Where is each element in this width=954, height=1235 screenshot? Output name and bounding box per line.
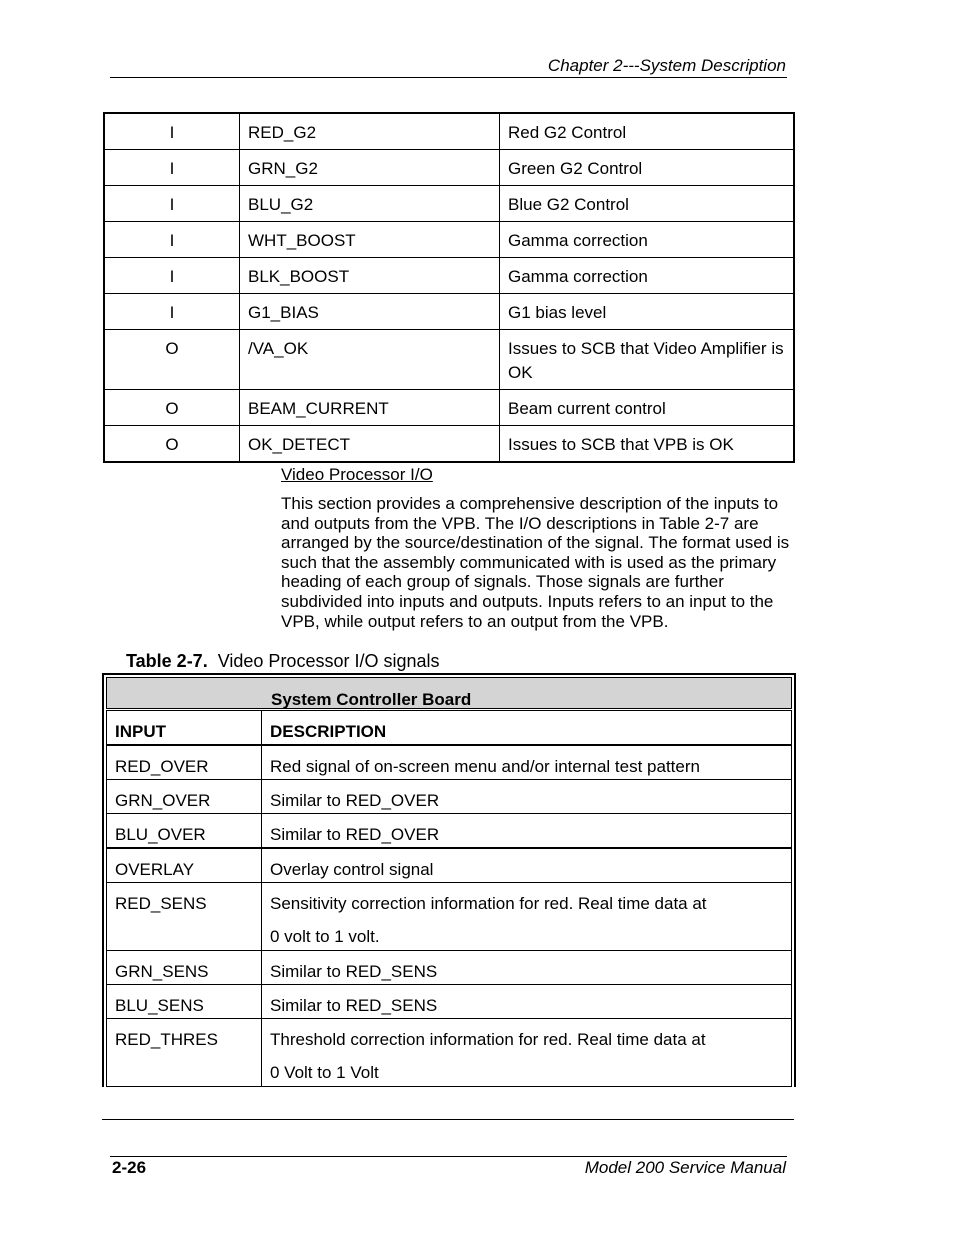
- direction-cell: I: [104, 258, 240, 294]
- description-cell: G1 bias level: [500, 294, 795, 330]
- table-row: [107, 883, 792, 951]
- description-line-2: 0 Volt to 1 Volt: [270, 1063, 379, 1082]
- signal-cell: BLU_OVER: [107, 814, 262, 849]
- table-caption-text: Video Processor I/O signals: [217, 651, 440, 671]
- signal-cell: WHT_BOOST: [240, 222, 500, 258]
- table-row: [104, 150, 794, 186]
- signal-cell: BLK_BOOST: [240, 258, 500, 294]
- table-row: [104, 390, 794, 426]
- description-cell: Issues to SCB that Video Amplifier is OK: [500, 330, 795, 390]
- signal-table-top: [103, 112, 795, 463]
- description-line-2: 0 volt to 1 volt.: [270, 927, 380, 946]
- description-cell: Issues to SCB that VPB is OK: [500, 426, 795, 463]
- description-cell: Red G2 Control: [500, 113, 795, 150]
- direction-cell: I: [104, 222, 240, 258]
- section-title: Video Processor I/O: [281, 465, 433, 484]
- running-header: Chapter 2---System Description: [547, 56, 786, 75]
- description-cell: Gamma correction: [500, 258, 795, 294]
- direction-cell: O: [104, 426, 240, 463]
- column-header-input: INPUT: [107, 711, 262, 746]
- table-row: [104, 294, 794, 330]
- header-rule: [110, 77, 787, 78]
- direction-cell: I: [104, 294, 240, 330]
- signal-cell: RED_THRES: [107, 1019, 262, 1087]
- description-line-1: Threshold correction information for red. Real time data at: [270, 1030, 706, 1049]
- direction-cell: I: [104, 113, 240, 150]
- table-row: [107, 951, 792, 985]
- description-cell: Gamma correction: [500, 222, 795, 258]
- table-row: [104, 258, 794, 294]
- group-heading-text: System Controller Board: [271, 690, 472, 709]
- description-cell: Similar to RED_OVER: [262, 780, 792, 814]
- signal-cell: /VA_OK: [240, 330, 500, 390]
- page-number: 2-26: [112, 1158, 147, 1177]
- description-cell: Overlay control signal: [262, 848, 792, 883]
- section-body: This section provides a comprehensive description of the inputs to and outputs from the VPB. The I/O descriptions in Table 2-7 are arranged by the source/destination of the signal. The format used is such that the assembly communicated with is used as the primary heading of each group of signals. Those signals are further subdivided into inputs and outputs. Inputs refers to an input to the VPB, while output refers to an output from the VPB.: [281, 494, 790, 631]
- column-header-row: [107, 711, 792, 746]
- description-cell: Similar to RED_OVER: [262, 814, 792, 849]
- table-row: [104, 426, 794, 463]
- table-row: [107, 1019, 792, 1087]
- table-row: [104, 222, 794, 258]
- io-table-body: [106, 710, 792, 1087]
- description-cell: Beam current control: [500, 390, 795, 426]
- table-caption: [126, 651, 440, 671]
- table-caption-number: Table 2-7.: [126, 651, 208, 671]
- signal-cell: GRN_G2: [240, 150, 500, 186]
- column-header-description: DESCRIPTION: [262, 711, 792, 746]
- direction-cell: I: [104, 150, 240, 186]
- table-row: [104, 113, 794, 150]
- signal-cell: OVERLAY: [107, 848, 262, 883]
- direction-cell: I: [104, 186, 240, 222]
- description-cell: Similar to RED_SENS: [262, 985, 792, 1019]
- description-line-1: Sensitivity correction information for red. Real time data at: [270, 894, 707, 913]
- direction-cell: O: [104, 390, 240, 426]
- signal-cell: BEAM_CURRENT: [240, 390, 500, 426]
- signal-cell: BLU_SENS: [107, 985, 262, 1019]
- signal-cell: GRN_OVER: [107, 780, 262, 814]
- description-cell: Similar to RED_SENS: [262, 951, 792, 985]
- table-row: [107, 745, 792, 780]
- description-cell: [262, 1019, 792, 1087]
- signal-cell: RED_SENS: [107, 883, 262, 951]
- table-row: [104, 186, 794, 222]
- signal-cell: OK_DETECT: [240, 426, 500, 463]
- footer-rule-lower: [110, 1156, 787, 1157]
- io-signal-table: [102, 673, 796, 1087]
- table-row: [107, 814, 792, 849]
- manual-title: Model 200 Service Manual: [584, 1158, 786, 1177]
- signal-cell: BLU_G2: [240, 186, 500, 222]
- description-cell: Blue G2 Control: [500, 186, 795, 222]
- signal-cell: RED_OVER: [107, 745, 262, 780]
- signal-cell: GRN_SENS: [107, 951, 262, 985]
- description-cell: Green G2 Control: [500, 150, 795, 186]
- direction-cell: O: [104, 330, 240, 390]
- table-row: [107, 780, 792, 814]
- group-heading: [106, 677, 792, 709]
- description-cell: Red signal of on-screen menu and/or internal test pattern: [262, 745, 792, 780]
- description-cell: [262, 883, 792, 951]
- signal-cell: RED_G2: [240, 113, 500, 150]
- footer-rule-upper: [102, 1119, 794, 1120]
- signal-cell: G1_BIAS: [240, 294, 500, 330]
- table-row: [107, 985, 792, 1019]
- table-row: [104, 330, 794, 390]
- table-row: [107, 848, 792, 883]
